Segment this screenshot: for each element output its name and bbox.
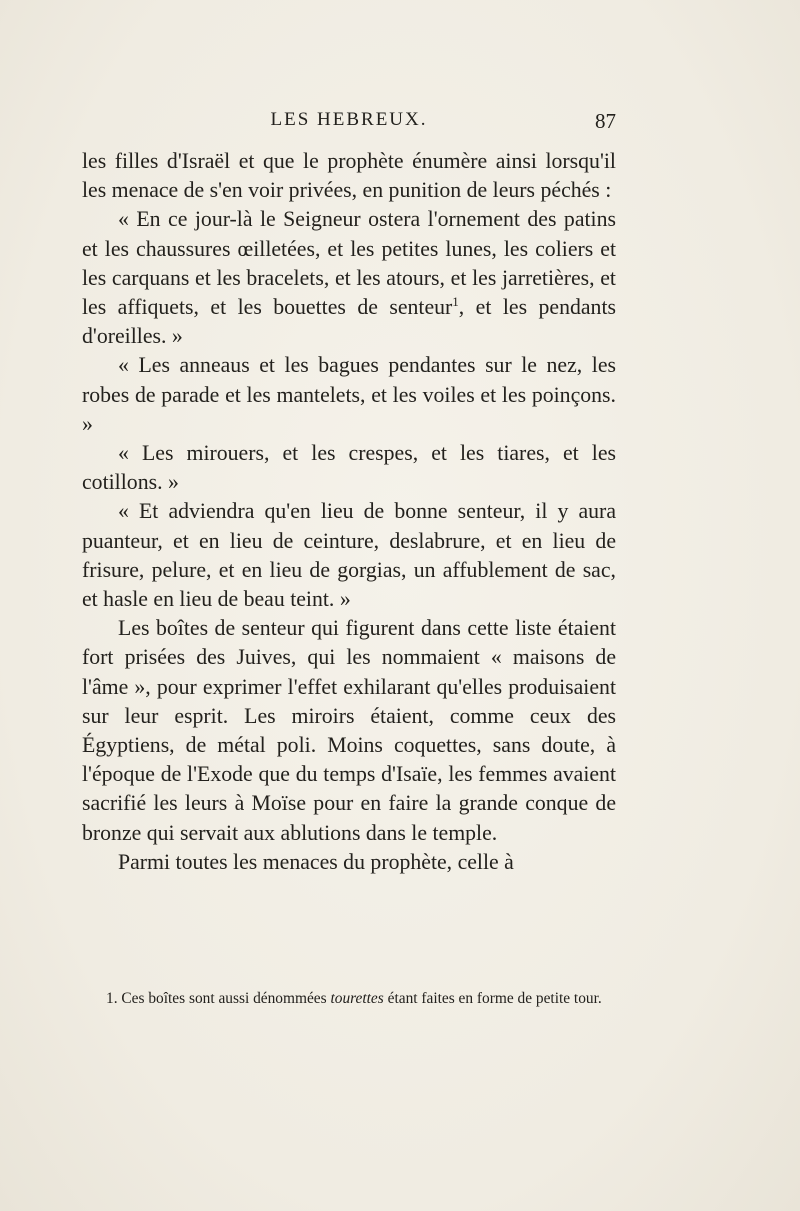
footnotes xyxy=(82,988,616,1009)
footnote: 1. Ces boîtes sont aussi dénommées tourettes étant faites en forme de petite tour. xyxy=(106,990,602,1007)
page-number: 87 xyxy=(595,109,616,133)
footnote-reference: 1 xyxy=(452,294,459,310)
paragraph: Parmi toutes les menaces du prophète, celle à xyxy=(118,849,514,874)
paragraph: « En ce jour-là le Seigneur ostera l'ornement des patins et les chaussures œilletées, et les petites lunes, les coliers et les carquans et les bracelets, et les atours, et les jarretières, et les affiquets, et les bouettes de senteur$^1$, et les pendants d'oreilles. » xyxy=(82,207,616,349)
page-header xyxy=(82,109,616,139)
paragraph: les filles d'Israël et que le prophète énumère ainsi lorsqu'il les menace de s'en voir privées, en punition de leurs péchés : xyxy=(82,149,616,203)
paragraph: « Les mirouers, et les crespes, et les tiares, et les cotillons. » xyxy=(82,441,616,495)
paragraph: Les boîtes de senteur qui figurent dans cette liste étaient fort prisées des Juives, qui les nommaient « maisons de l'âme », pour exprimer l'effet exhilarant qu'elles produisaient sur leur esprit. Les miroirs étaient, comme ceux des Égyptiens, de métal poli. Moins coquettes, sans doute, à l'époque de l'Exode que du temps d'Isaïe, les femmes avaient sacrifié les leurs à Moïse pour en faire la grande conque de bronze qui servait aux ablutions dans le temple. xyxy=(82,616,616,845)
paragraph: « Les anneaus et les bagues pendantes sur le nez, les robes de parade et les mantelets, et les voiles et les poinçons. » xyxy=(82,353,616,436)
running-title: LES HEBREUX. xyxy=(270,109,428,130)
footnote-italic-term: tourettes xyxy=(330,990,384,1007)
paragraph: « Et adviendra qu'en lieu de bonne senteur, il y aura puanteur, et en lieu de ceinture, deslabrure, et en lieu de frisure, pelure, et en lieu de gorgias, un affublement de sac, et hasle en lieu de beau teint. » xyxy=(82,499,616,612)
body-text xyxy=(82,147,616,877)
footnote-number: 1. xyxy=(106,990,118,1007)
